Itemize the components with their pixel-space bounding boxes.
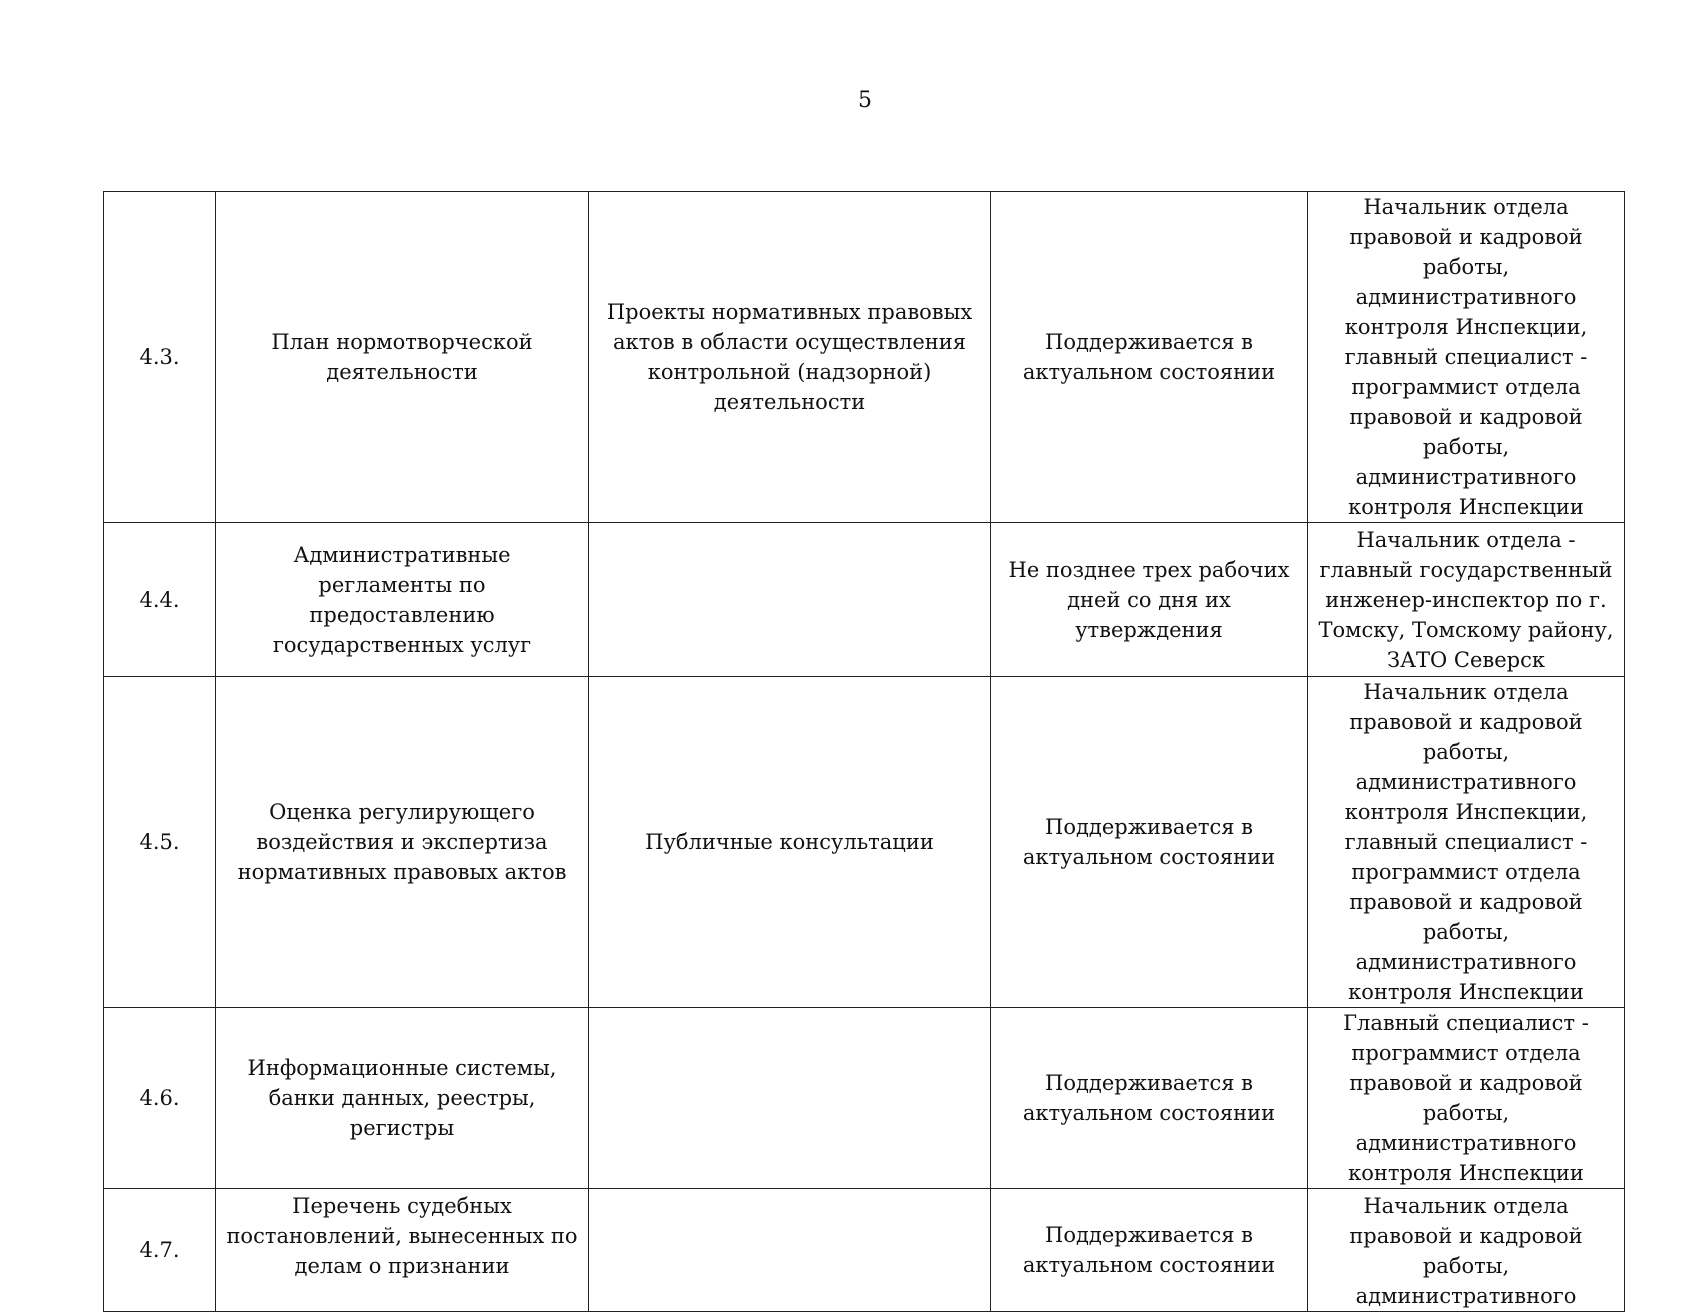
- item-description-cell: Проекты нормативных правовых актов в области осуществления контрольной (надзорной) деятельности: [589, 192, 991, 523]
- item-name-cell: Информационные системы, банки данных, реестры, регистры: [216, 1008, 589, 1189]
- item-term-cell: Не позднее трех рабочих дней со дня их утверждения: [991, 523, 1308, 677]
- item-description-cell: [589, 523, 991, 677]
- row-number-cell: 4.5.: [104, 677, 216, 1008]
- document-table: [103, 191, 1625, 1312]
- row-number-cell: 4.3.: [104, 192, 216, 523]
- item-term-cell: Поддерживается в актуальном состоянии: [991, 1189, 1308, 1312]
- item-description-cell: [589, 1189, 991, 1312]
- item-name-cell: Перечень судебных постановлений, вынесенных по делам о признании: [216, 1189, 589, 1312]
- table-row: [104, 192, 1625, 523]
- item-description-cell: Публичные консультации: [589, 677, 991, 1008]
- table-row: [104, 1189, 1625, 1312]
- item-responsible-cell: Начальник отдела - главный государственный инженер-инспектор по г. Томску, Томскому району, ЗАТО Северск: [1308, 523, 1625, 677]
- table-row: [104, 677, 1625, 1008]
- row-number-cell: 4.6.: [104, 1008, 216, 1189]
- item-responsible-cell: Начальник отдела правовой и кадровой работы, административного контроля Инспекции, главный специалист - программист отдела правовой и кадровой работы, административного контроля Инспекции: [1308, 192, 1625, 523]
- table-row: [104, 523, 1625, 677]
- page-number: 5: [858, 88, 872, 113]
- item-responsible-cell: Главный специалист - программист отдела правовой и кадровой работы, административного контроля Инспекции: [1308, 1008, 1625, 1189]
- item-term-cell: Поддерживается в актуальном состоянии: [991, 677, 1308, 1008]
- item-description-cell: [589, 1008, 991, 1189]
- item-name-cell: План нормотворческой деятельности: [216, 192, 589, 523]
- row-number-cell: 4.4.: [104, 523, 216, 677]
- item-term-cell: Поддерживается в актуальном состоянии: [991, 192, 1308, 523]
- item-responsible-cell: Начальник отдела правовой и кадровой работы, административного: [1308, 1189, 1625, 1312]
- item-name-cell: Административные регламенты по предоставлению государственных услуг: [216, 523, 589, 677]
- item-term-cell: Поддерживается в актуальном состоянии: [991, 1008, 1308, 1189]
- row-number-cell: 4.7.: [104, 1189, 216, 1312]
- item-responsible-cell: Начальник отдела правовой и кадровой работы, административного контроля Инспекции, главный специалист - программист отдела правовой и кадровой работы, административного контроля Инспекции: [1308, 677, 1625, 1008]
- item-name-cell: Оценка регулирующего воздействия и экспертиза нормативных правовых актов: [216, 677, 589, 1008]
- table-row: [104, 1008, 1625, 1189]
